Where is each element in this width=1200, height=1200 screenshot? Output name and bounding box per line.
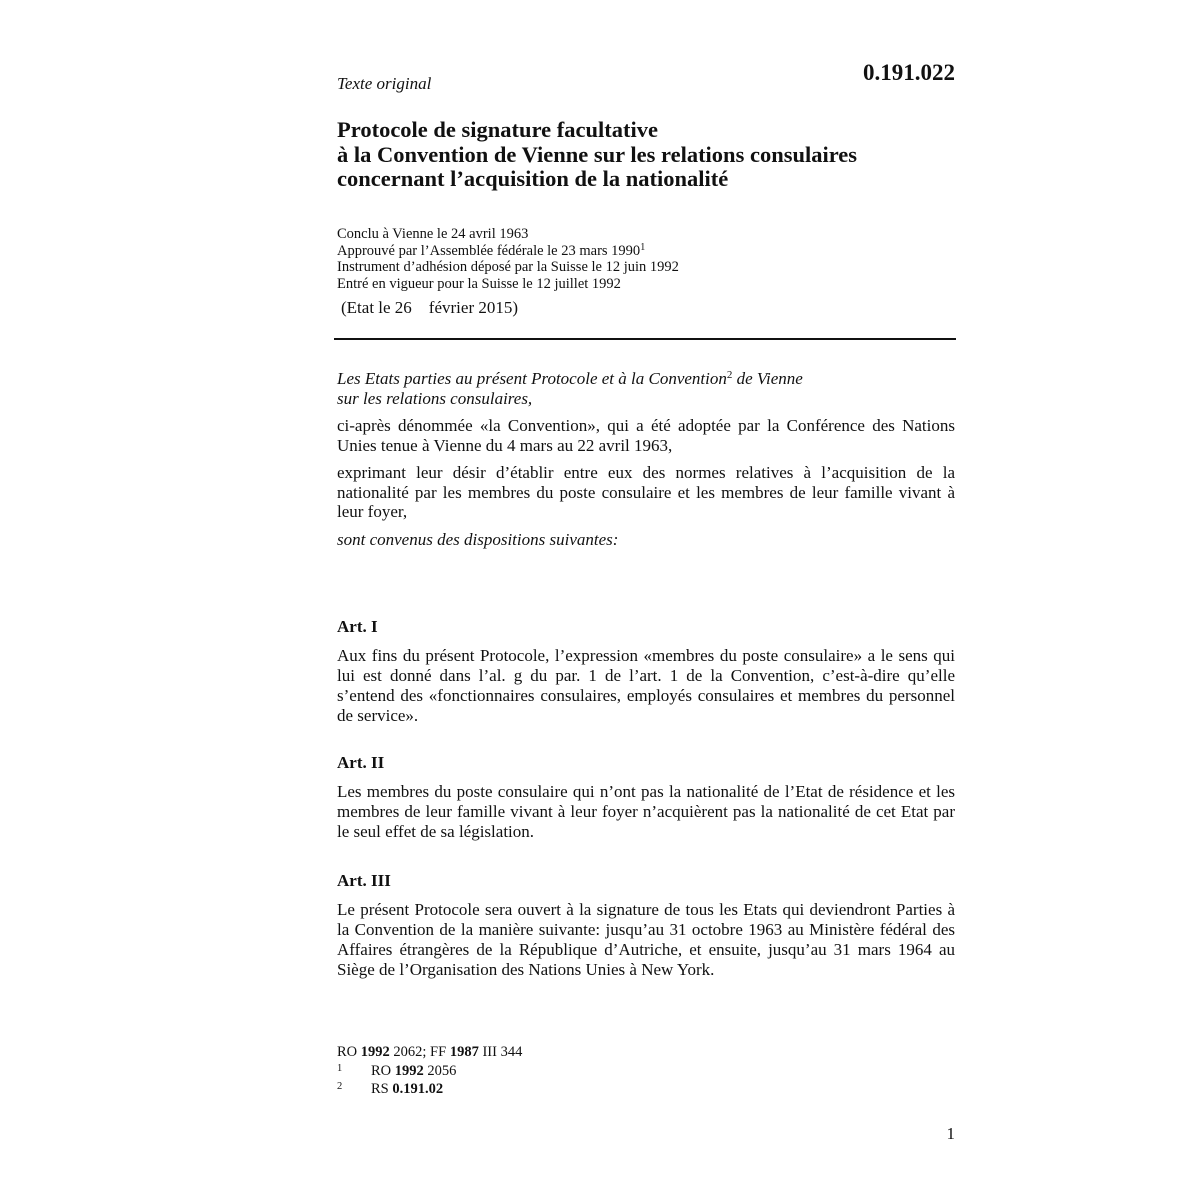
ff-year: 1987 <box>449 1044 479 1060</box>
article-1 <box>337 617 955 726</box>
preamble-intro-text-end: de Vienne <box>732 369 803 388</box>
fn2-prefix: RS <box>371 1081 393 1097</box>
footnote-ref-1[interactable]: 1 <box>640 241 646 253</box>
article-heading: Art. I <box>337 617 378 636</box>
preamble-intro <box>337 369 955 408</box>
footnote-number: 2 <box>337 1081 343 1092</box>
fn1-rest: 2056 <box>423 1062 457 1079</box>
preamble-intro-line: sur les relations consulaires, <box>337 388 533 408</box>
title-line: à la Convention de Vienne sur les relations consulaires <box>337 141 858 167</box>
document-page <box>337 0 955 1200</box>
preamble-intro-text: Les Etats parties au présent Protocole et à la Convention <box>337 369 727 388</box>
fn1-year: 1992 <box>394 1062 424 1079</box>
separator-rule <box>334 338 956 340</box>
article-3 <box>337 871 955 980</box>
conclu-line: Conclu à Vienne le 24 avril 1963 <box>337 226 529 242</box>
preamble-paragraph: exprimant leur désir d’établir entre eux des normes relatives à l’acquisition de la nationalité par les membres du poste consulaire et les membres de leur famille vivant à leur foyer, <box>337 463 955 521</box>
etat-date: (Etat le 26 février 2015) <box>341 298 519 317</box>
texte-original-label: Texte original <box>337 74 432 93</box>
instrument-line: Instrument d’adhésion déposé par la Suisse le 12 juin 1992 <box>337 259 679 275</box>
approuve-text: Approuvé par l’Assemblée fédérale le 23 mars 1990 <box>337 242 641 259</box>
preamble-intro-line <box>337 369 955 389</box>
preamble <box>337 369 955 549</box>
fn2-ref[interactable]: 0.191.02 <box>392 1081 444 1097</box>
article-body: Aux fins du présent Protocole, l’expression «membres du poste consulaire» a le sens qui lui est donné dans l’al. g du par. 1 de l’art. 1 de la Convention, c’est-à-dire qu’elle s’entend des «fonctionnaires consulaires, employés consulaires et membres du personnel de service». <box>337 646 955 725</box>
article-heading: Art. III <box>337 871 391 890</box>
preamble-conclusion: sont convenus des dispositions suivantes: <box>337 529 619 549</box>
article-2 <box>337 753 955 842</box>
entre-line: Entré en vigueur pour la Suisse le 12 juillet 1992 <box>337 275 621 292</box>
treaty-metadata <box>337 226 679 292</box>
document-title <box>337 118 955 192</box>
title-line: Protocole de signature facultative <box>337 117 658 142</box>
footnote-1 <box>337 1061 522 1080</box>
ro-prefix: RO <box>337 1044 361 1060</box>
article-body: Le présent Protocole sera ouvert à la signature de tous les Etats qui deviendront Parties à la Convention de la manière suivante: jusqu’au 31 octobre 1963 au Ministère fédéral des Affaires étrangères de la République d’Autriche, et ensuite, jusqu’au 31 mars 1964 au Siège de l’Organisation des Nations Unies à New York. <box>337 900 955 979</box>
footnote-ref-2[interactable]: 2 <box>726 369 733 381</box>
article-heading: Art. II <box>337 753 385 772</box>
footnote-source <box>337 1044 522 1061</box>
footnotes <box>337 1044 522 1098</box>
preamble-paragraph: ci-après dénommée «la Convention», qui a été adoptée par la Conférence des Nations Unies tenue à Vienne du 4 mars au 22 avril 1963, <box>337 416 955 455</box>
ff-rest: III 344 <box>478 1044 523 1060</box>
ro-year: 1992 <box>360 1044 390 1060</box>
approuve-line <box>337 243 679 260</box>
rs-number: 0.191.022 <box>863 60 955 85</box>
footnote-number: 1 <box>337 1062 343 1074</box>
footnote-2 <box>337 1079 522 1098</box>
page-number: 1 <box>946 1124 955 1143</box>
title-line: concernant l’acquisition de la nationalité <box>337 166 729 191</box>
fn1-prefix: RO <box>371 1062 395 1079</box>
article-body: Les membres du poste consulaire qui n’ont pas la nationalité de l’Etat de résidence et les membres de leur famille vivant à leur foyer n’acquièrent pas la nationalité de cet Etat par le seul effet de sa législation. <box>337 782 955 841</box>
ro-rest: 2062; FF <box>389 1044 450 1060</box>
